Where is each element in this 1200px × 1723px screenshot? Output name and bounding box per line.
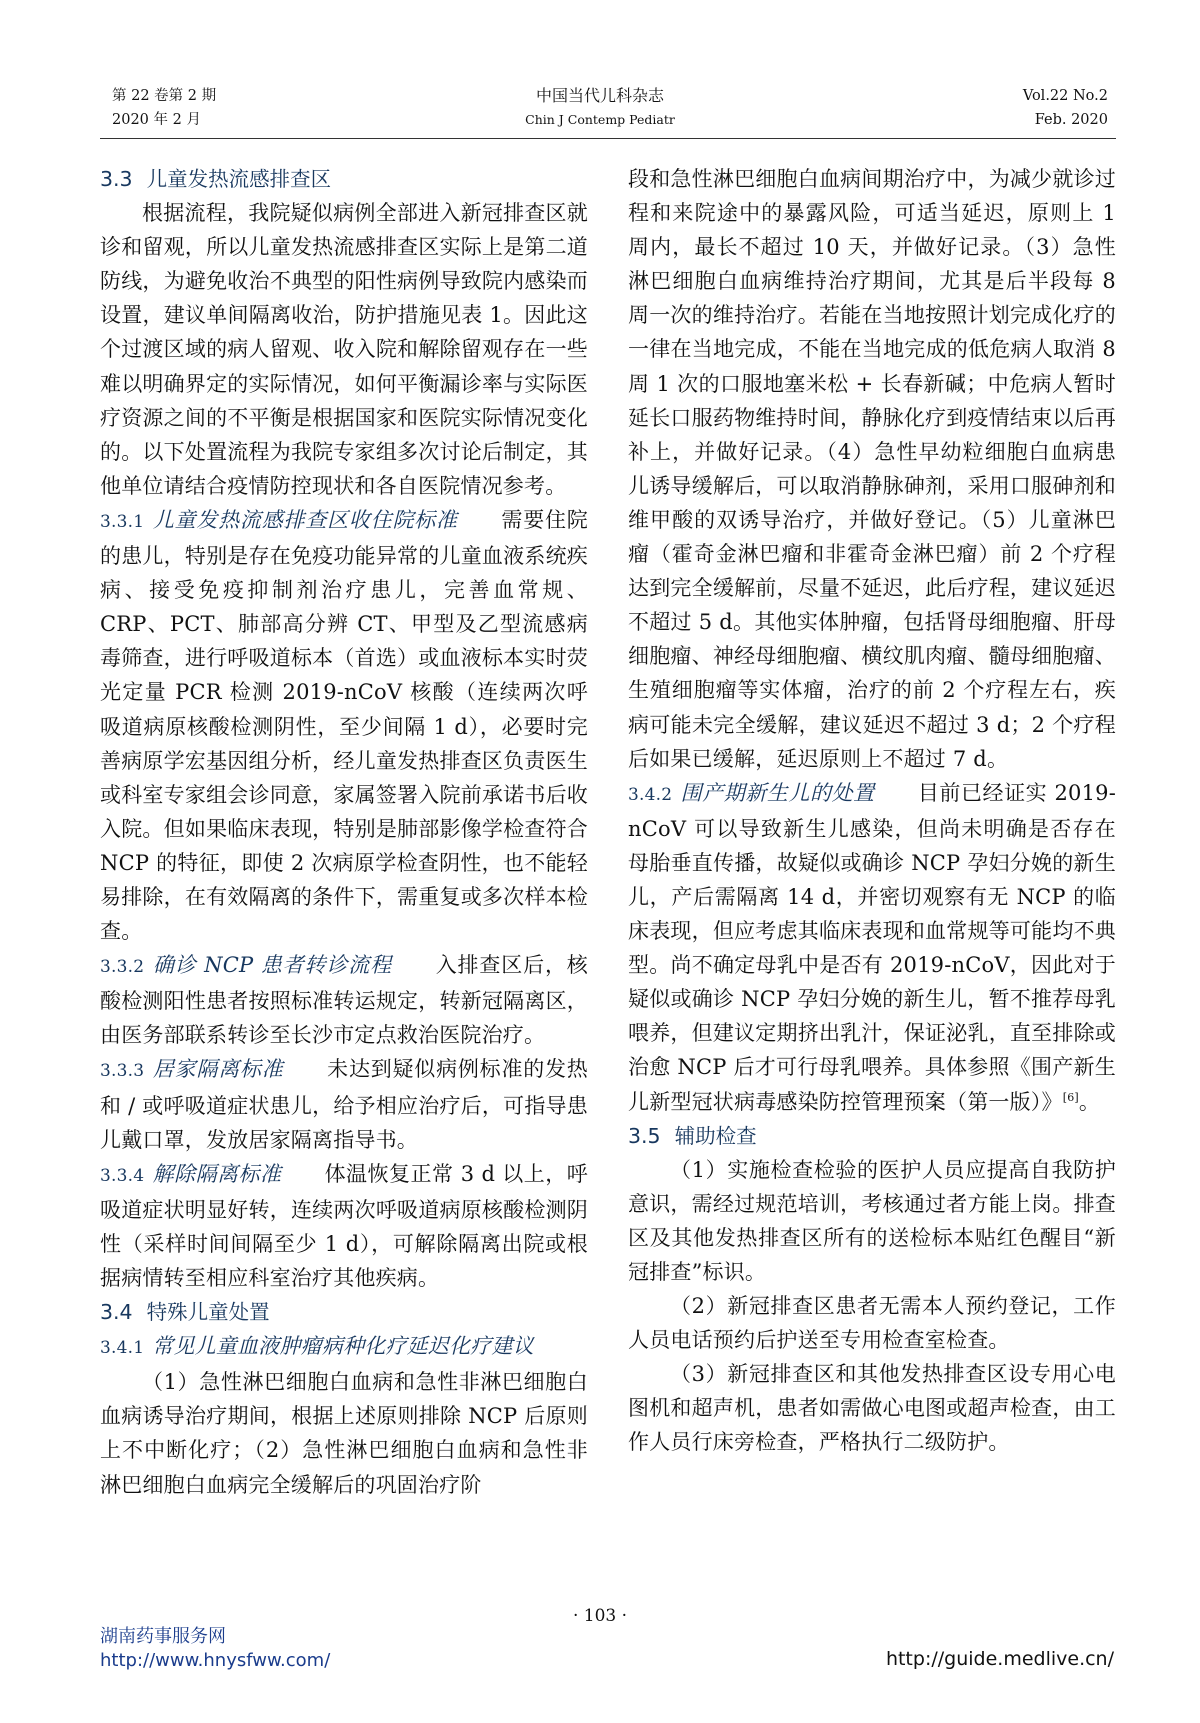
paragraph-end: 。 bbox=[1078, 1089, 1101, 1114]
section-number: 3.3 bbox=[100, 167, 133, 191]
header-center bbox=[0, 84, 1200, 132]
journal-title-cn: 中国当代儿科杂志 bbox=[535, 86, 664, 105]
issue-date: 2020 年 2 月 bbox=[112, 112, 201, 128]
header-rule bbox=[100, 138, 1116, 139]
subsection-number: 3.3.1 bbox=[100, 511, 145, 532]
subsection-3-4-2 bbox=[628, 776, 1116, 1119]
paragraph-body: 未达到疑似病例标准的发热和 / 或呼吸道症状患儿，给予相应治疗后，可指导患儿戴口罩，发放居家隔离指导书。 bbox=[100, 1057, 589, 1152]
subsection-title: 解除隔离标准 bbox=[152, 1161, 282, 1186]
section-number: 3.5 bbox=[628, 1123, 661, 1148]
subsection-number: 3.3.3 bbox=[100, 1061, 145, 1082]
subsection-title: 确诊 NCP 患者转诊流程 bbox=[152, 953, 392, 978]
left-column bbox=[100, 162, 588, 1502]
subsection-3-3-2 bbox=[100, 948, 588, 1052]
watermark-medlive-url[interactable]: http://guide.medlive.cn/ bbox=[885, 1648, 1114, 1670]
subsection-3-3-4 bbox=[100, 1157, 588, 1295]
watermark-site-name: 湖南药事服务网 bbox=[100, 1626, 226, 1647]
paragraph-body: 目前已经证实 2019-nCoV 可以导致新生儿感染，但尚未明确是否存在母胎垂直传播，故疑似或确诊 NCP 孕妇分娩的新生儿，产后需隔离 14 d，并密切观察有无 NCP 的临床表现，但应考虑其临床表现和血常规等可能均不典型。尚不确定母乳中是否有 2019-nCoV，因此对于疑似或确诊 NCP 孕妇分娩的新生儿，暂不推荐母乳喂养，但建议定期挤出乳汁，保证泌乳，直至排除或治愈 NCP 后才可行母乳喂养。具体参照《围产新生儿新型冠状病毒感染防控管理预案（第一版）》 bbox=[628, 780, 1116, 1114]
paragraph-continued: 段和急性淋巴细胞白血病间期治疗中，为减少就诊过程和来院途中的暴露风险，可适当延迟，原则上 1 周内，最长不超过 10 天，并做好记录。（3）急性淋巴细胞白血病维持治疗期间，尤其是后半段每 8 周一次的维持治疗。若能在当地按照计划完成化疗的一律在当地完成，不能在当地完成的低危病人取消 8 周 1 次的口服地塞米松 + 长春新碱；中危病人暂时延长口服药物维持时间，静脉化疗到疫情结束以后再补上，并做好记录。（4）急性早幼粒细胞白血病患儿诱导缓解后，可以取消静脉砷剂，采用口服砷剂和维甲酸的双诱导治疗，并做好登记。（5）儿童淋巴瘤（霍奇金淋巴瘤和非霍奇金淋巴瘤）前 2 个疗程达到完全缓解前，尽量不延迟，此后疗程，建议延迟不超过 5 d。其他实体肿瘤，包括肾母细胞瘤、肝母细胞瘤、神经母细胞瘤、横纹肌肉瘤、髓母细胞瘤、生殖细胞瘤等实体瘤，治疗的前 2 个疗程左右，疾病可能未完全缓解，建议延迟不超过 3 d；2 个疗程后如果已缓解，延迟原则上不超过 7 d。 bbox=[628, 167, 1116, 771]
issue-date-en: Feb. 2020 bbox=[1034, 112, 1108, 128]
journal-title-en: Chin J Contemp Pediatr bbox=[525, 112, 675, 127]
watermark-site-url[interactable]: http://www.hnysfww.com/ bbox=[100, 1650, 331, 1671]
section-title: 儿童发热流感排查区 bbox=[146, 167, 332, 191]
subsection-3-3-3 bbox=[100, 1052, 588, 1156]
paragraph-body: 体温恢复正常 3 d 以上，呼吸道症状明显好转，连续两次呼吸道病原核酸检测阴性（采样时间间隔至少 1 d），可解除隔离出院或根据病情转至相应科室治疗其他疾病。 bbox=[100, 1161, 588, 1290]
volume-issue-en: Vol.22 No.2 bbox=[1022, 88, 1108, 104]
paragraph: （3）新冠排查区和其他发热排查区设专用心电图机和超声机，患者如需做心电图或超声检查，由工作人员行床旁检查，严格执行二级防护。 bbox=[628, 1362, 1116, 1455]
paragraph-body: 入排查区后，核酸检测阳性患者按照标准转运规定，转新冠隔离区，由医务部联系转诊至长沙市定点救治医院治疗。 bbox=[100, 953, 588, 1048]
section-number: 3.4 bbox=[100, 1300, 133, 1325]
paragraph-body: 需要住院的患儿，特别是存在免疫功能异常的儿童血液系统疾病、接受免疫抑制剂治疗患儿，完善血常规、CRP、PCT、肺部高分辨 CT、甲型及乙型流感病毒筛查，进行呼吸道标本（首选）或血液标本实时荧光定量 PCR 检测 2019-nCoV 核酸（连续两次呼吸道病原核酸检测阴性，至少间隔 1 d），必要时完善病原学宏基因组分析，经儿童发热排查区负责医生或科室专家组会诊同意，家属签署入院前承诺书后收入院。但如果临床表现，特别是肺部影像学检查符合 NCP 的特征，即使 2 次病原学检查阴性，也不能轻易排除，在有效隔离的条件下，需重复或多次样本检查。 bbox=[100, 507, 588, 944]
subsection-title: 常见儿童血液肿瘤病种化疗延迟化疗建议 bbox=[152, 1334, 534, 1359]
page-number: · 103 · bbox=[572, 1606, 628, 1626]
subsection-title: 居家隔离标准 bbox=[152, 1057, 284, 1082]
paragraph: （2）新冠排查区患者无需本人预约登记，工作人员电话预约后护送至专用检查室检查。 bbox=[628, 1294, 1116, 1353]
section-heading-3-4 bbox=[100, 1295, 588, 1329]
running-header bbox=[0, 84, 1200, 136]
subsection-number: 3.4.2 bbox=[628, 784, 673, 805]
citation-reference[interactable]: [6] bbox=[1062, 1090, 1079, 1104]
section-title: 辅助检查 bbox=[674, 1123, 757, 1148]
subsection-number: 3.3.2 bbox=[100, 957, 145, 978]
header-right bbox=[1023, 84, 1108, 132]
subsection-title: 儿童发热流感排查区收住院标准 bbox=[152, 507, 458, 532]
section-title: 特殊儿童处置 bbox=[146, 1300, 270, 1325]
subsection-number: 3.4.1 bbox=[100, 1338, 145, 1359]
subsection-3-4-1-heading bbox=[100, 1329, 588, 1365]
right-column bbox=[628, 162, 1116, 1460]
subsection-number: 3.3.4 bbox=[100, 1165, 145, 1186]
paragraph: （1）急性淋巴细胞白血病和急性非淋巴细胞白血病诱导治疗期间，根据上述原则排除 NCP 后原则上不中断化疗；（2）急性淋巴细胞白血病和急性非淋巴细胞白血病完全缓解后的巩固治疗阶 bbox=[100, 1370, 588, 1497]
volume-issue: 第 22 卷第 2 期 bbox=[112, 88, 217, 104]
paragraph: （1）实施检查检验的医护人员应提高自我防护意识，需经过规范培训，考核通过者方能上岗。排查区及其他发热排查区所有的送检标本贴红色醒目“新冠排查”标识。 bbox=[628, 1157, 1116, 1284]
paragraph: 根据流程，我院疑似病例全部进入新冠排查区就诊和留观，所以儿童发热流感排查区实际上是第二道防线，为避免收治不典型的阳性病例导致院内感染而设置，建议单间隔离收治，防护措施见表 1。因此这个过渡区域的病人留观、收入院和解除留观存在一些难以明确界定的实际情况，如何平衡漏诊率与实际医疗资源之间的不平衡是根据国家和医院实际情况变化的。以下处置流程为我院专家组多次讨论后制定，其他单位请结合疫情防控现状和各自医院情况参考。 bbox=[100, 201, 588, 498]
section-heading-3-3 bbox=[100, 162, 588, 196]
section-heading-3-5 bbox=[628, 1119, 1116, 1153]
subsection-title: 围产期新生儿的处置 bbox=[680, 780, 875, 805]
subsection-3-3-1 bbox=[100, 503, 588, 948]
